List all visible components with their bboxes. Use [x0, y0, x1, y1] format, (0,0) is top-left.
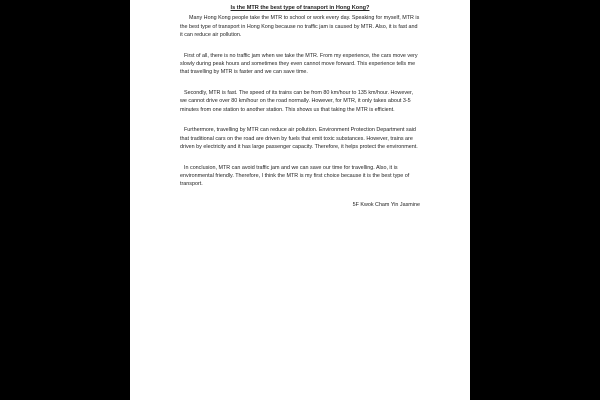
document-page	[130, 0, 470, 400]
paragraph-speed: Secondly, MTR is fast. The speed of its trains can be from 80 km/hour to 135 km/hour. However, we cannot drive over 80 km/hour on the road normally. However, for MTR, it only takes about 3-5 minutes from one station to another station. This shows us that taking the MTR is efficient.	[180, 90, 414, 113]
paragraph-introduction: Many Hong Kong people take the MTR to school or work every day. Speaking for myself, MTR is the best type of transport in Hong Kong because no traffic jam is caused by MTR. Also, it is fast and it can reduce air pollution.	[180, 15, 420, 38]
paragraph-conclusion: In conclusion, MTR can avoid traffic jam and we can save our time for travelling. Also, it is environmental friendly. Therefore, I think the MTR is my first choice because it is the best type of transport.	[180, 164, 410, 188]
author-signature: 5F Kwok Cham Yin Jasmine	[352, 202, 420, 209]
paragraph-air-pollution: Furthermore, travelling by MTR can reduce air pollution. Environment Protection Department said that traditional cars on the road are driven by fuels that emit toxic substances. However, trains are driven by electricity and it has large passenger capacity. Therefore, it helps protect the environment.	[180, 127, 418, 151]
paragraph-traffic-jam: First of all, there is no traffic jam when we take the MTR. From my experience, the cars move very slowly during peak hours and sometimes they even cannot move forward. This experience tells me that travelling by MTR is faster and we can save time.	[180, 52, 418, 76]
document-title: Is the MTR the best type of transport in Hong Kong?	[230, 5, 370, 11]
